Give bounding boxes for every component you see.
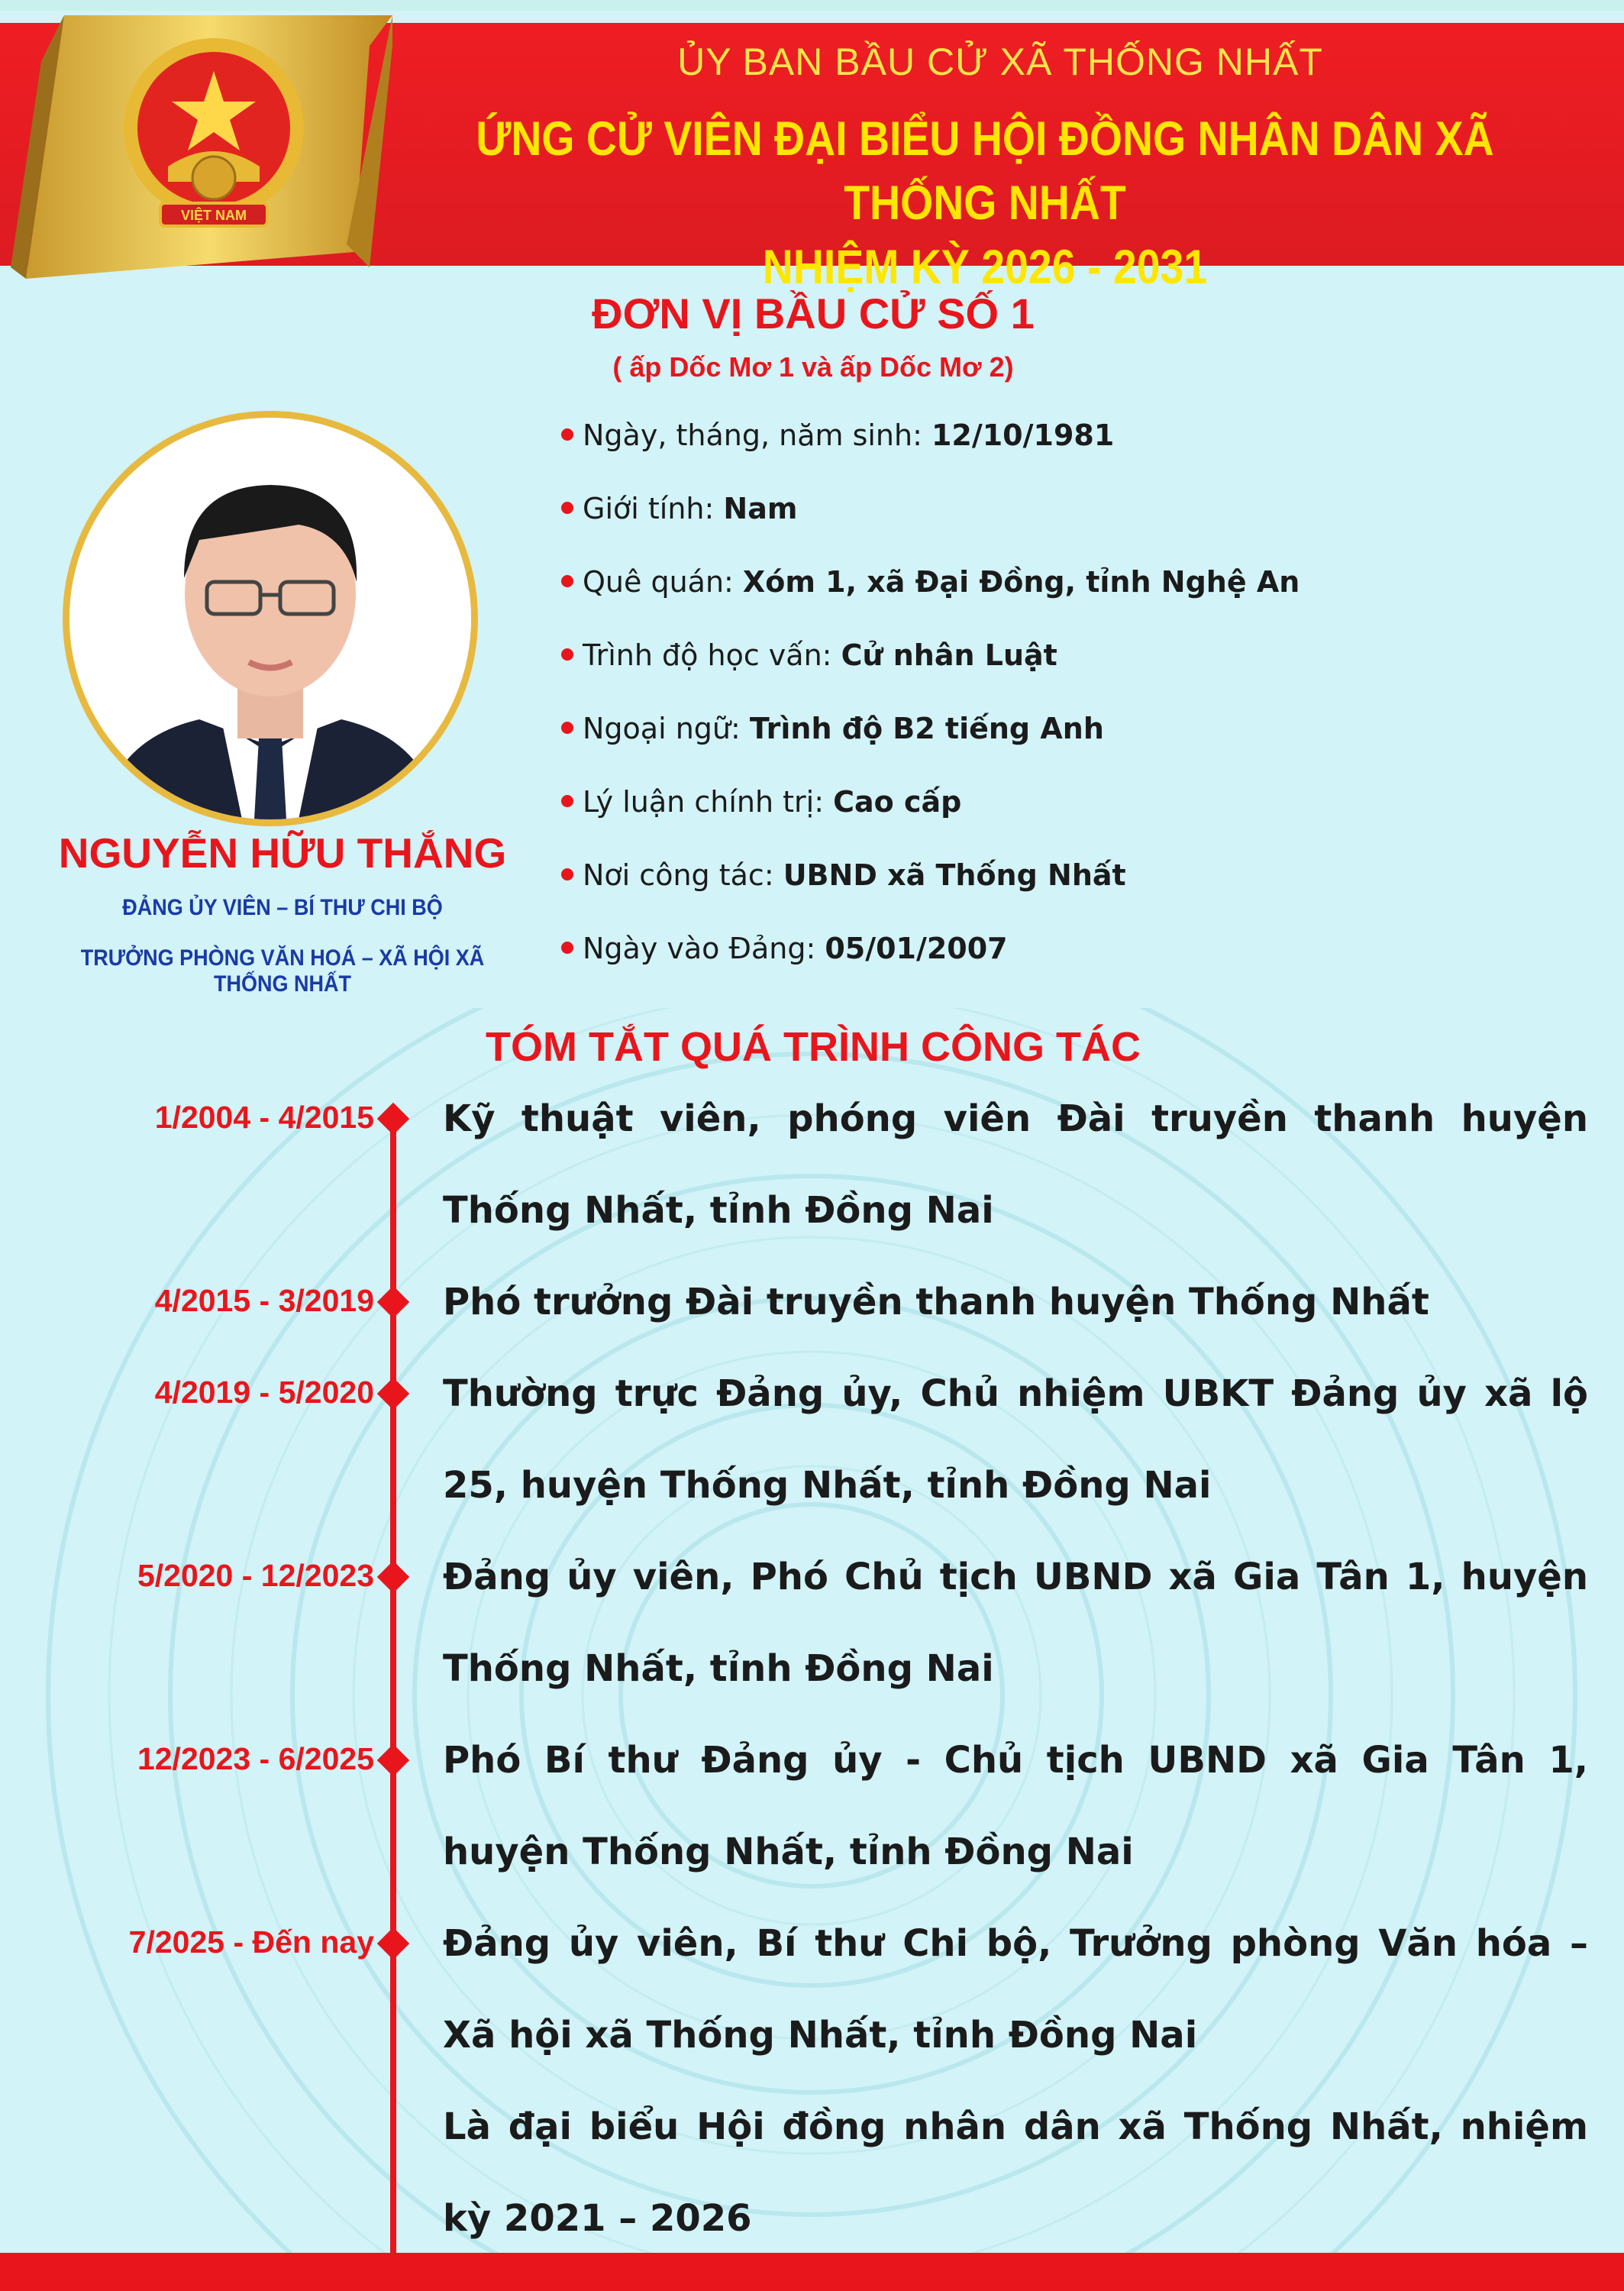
info-gender [561,492,797,538]
emblem-text: VIỆT NAM [180,208,247,223]
timeline-period: 1/2004 - 4/2015 [154,1100,374,1135]
info-value: Nam [723,492,798,525]
candidate-position-2: TRƯỞNG PHÒNG VĂN HOÁ – XÃ HỘI XÃ THỐNG NHẤT [80,945,485,997]
info-label: Ngày, tháng, năm sinh: [583,418,931,452]
national-emblem-icon [115,29,313,250]
bottom-bar [0,2253,1624,2291]
info-birthdate [561,418,1114,464]
bullet-icon [561,648,573,661]
timeline-description: Đảng ủy viên, Bí thư Chi bộ, Trưởng phòng Văn hóa – Xã hội xã Thống Nhất, tỉnh Đồng Nai [443,1922,1588,2057]
electoral-unit-title: ĐƠN VỊ BẦU CỬ SỐ 1 [592,289,1035,338]
info-education [561,638,1057,684]
info-label: Ngoại ngữ: [583,712,750,745]
info-political-theory [561,785,961,831]
bullet-icon [561,428,573,441]
bullet-icon [561,942,573,954]
bullet-icon [561,575,573,587]
info-label: Giới tính: [583,492,724,525]
timeline-period: 7/2025 - Đến nay [128,1924,374,1960]
top-strip [0,0,1624,11]
info-label: Quê quán: [583,565,743,599]
timeline-description: Đảng ủy viên, Phó Chủ tịch UBND xã Gia Tân 1, huyện Thống Nhất, tỉnh Đồng Nai [443,1556,1588,1690]
info-value: 12/10/1981 [931,418,1115,452]
info-hometown [561,565,1300,611]
page-title [434,107,1535,299]
electoral-unit-subtitle: ( ấp Dốc Mơ 1 và ấp Dốc Mơ 2) [612,351,1014,383]
timeline-description: Phó Bí thư Đảng ủy - Chủ tịch UBND xã Gia Tân 1, huyện Thống Nhất, tỉnh Đồng Nai [443,1739,1588,1873]
work-summary-title: TÓM TẮT QUÁ TRÌNH CÔNG TÁC [486,1024,1141,1070]
info-workplace [561,858,1126,904]
bullet-icon [561,722,573,734]
info-value: Cao cấp [833,785,962,819]
timeline-extra-note: Là đại biểu Hội đồng nhân dân xã Thống Nhất, nhiệm kỳ 2021 – 2026 [443,2105,1588,2240]
info-value: Trình độ B2 tiếng Anh [749,712,1104,745]
info-language [561,712,1104,758]
timeline-period: 12/2023 - 6/2025 [137,1741,374,1776]
person-photo-icon [69,418,471,819]
title-line-2: NHIỆM KỲ 2026 - 2031 [762,241,1208,294]
candidate-portrait [63,411,478,826]
organization-name: ỦY BAN BẦU CỬ XÃ THỐNG NHẤT [677,40,1323,83]
info-label: Nơi công tác: [583,858,783,892]
timeline-description: Kỹ thuật viên, phóng viên Đài truyền thanh huyện Thống Nhất, tỉnh Đồng Nai [443,1097,1588,1232]
candidate-position-1: ĐẢNG ỦY VIÊN – BÍ THƯ CHI BỘ [122,895,443,920]
timeline-description: Thường trực Đảng ủy, Chủ nhiệm UBKT Đảng ủy xã lộ 25, huyện Thống Nhất, tỉnh Đồng Nai [443,1372,1588,1507]
info-label: Lý luận chính trị: [583,785,834,819]
bullet-icon [561,795,573,807]
info-label: Trình độ học vấn: [583,638,841,672]
timeline-period: 4/2015 - 3/2019 [154,1283,374,1318]
info-value: 05/01/2007 [825,932,1008,965]
title-line-1: ỨNG CỬ VIÊN ĐẠI BIỂU HỘI ĐỒNG NHÂN DÂN XÃ THỐNG NHẤT [476,112,1494,230]
bullet-icon [561,868,573,881]
timeline-description: Phó trưởng Đài truyền thanh huyện Thống Nhất [443,1281,1429,1323]
info-party-date [561,932,1008,977]
timeline-period: 4/2019 - 5/2020 [154,1375,374,1410]
timeline-period: 5/2020 - 12/2023 [137,1558,374,1593]
info-value: Xóm 1, xã Đại Đồng, tỉnh Nghệ An [742,565,1300,599]
bullet-icon [561,502,573,514]
info-label: Ngày vào Đảng: [583,932,825,965]
info-value: UBND xã Thống Nhất [783,858,1126,892]
info-value: Cử nhân Luật [841,638,1057,672]
candidate-name: NGUYỄN HỮU THẮNG [58,829,507,877]
